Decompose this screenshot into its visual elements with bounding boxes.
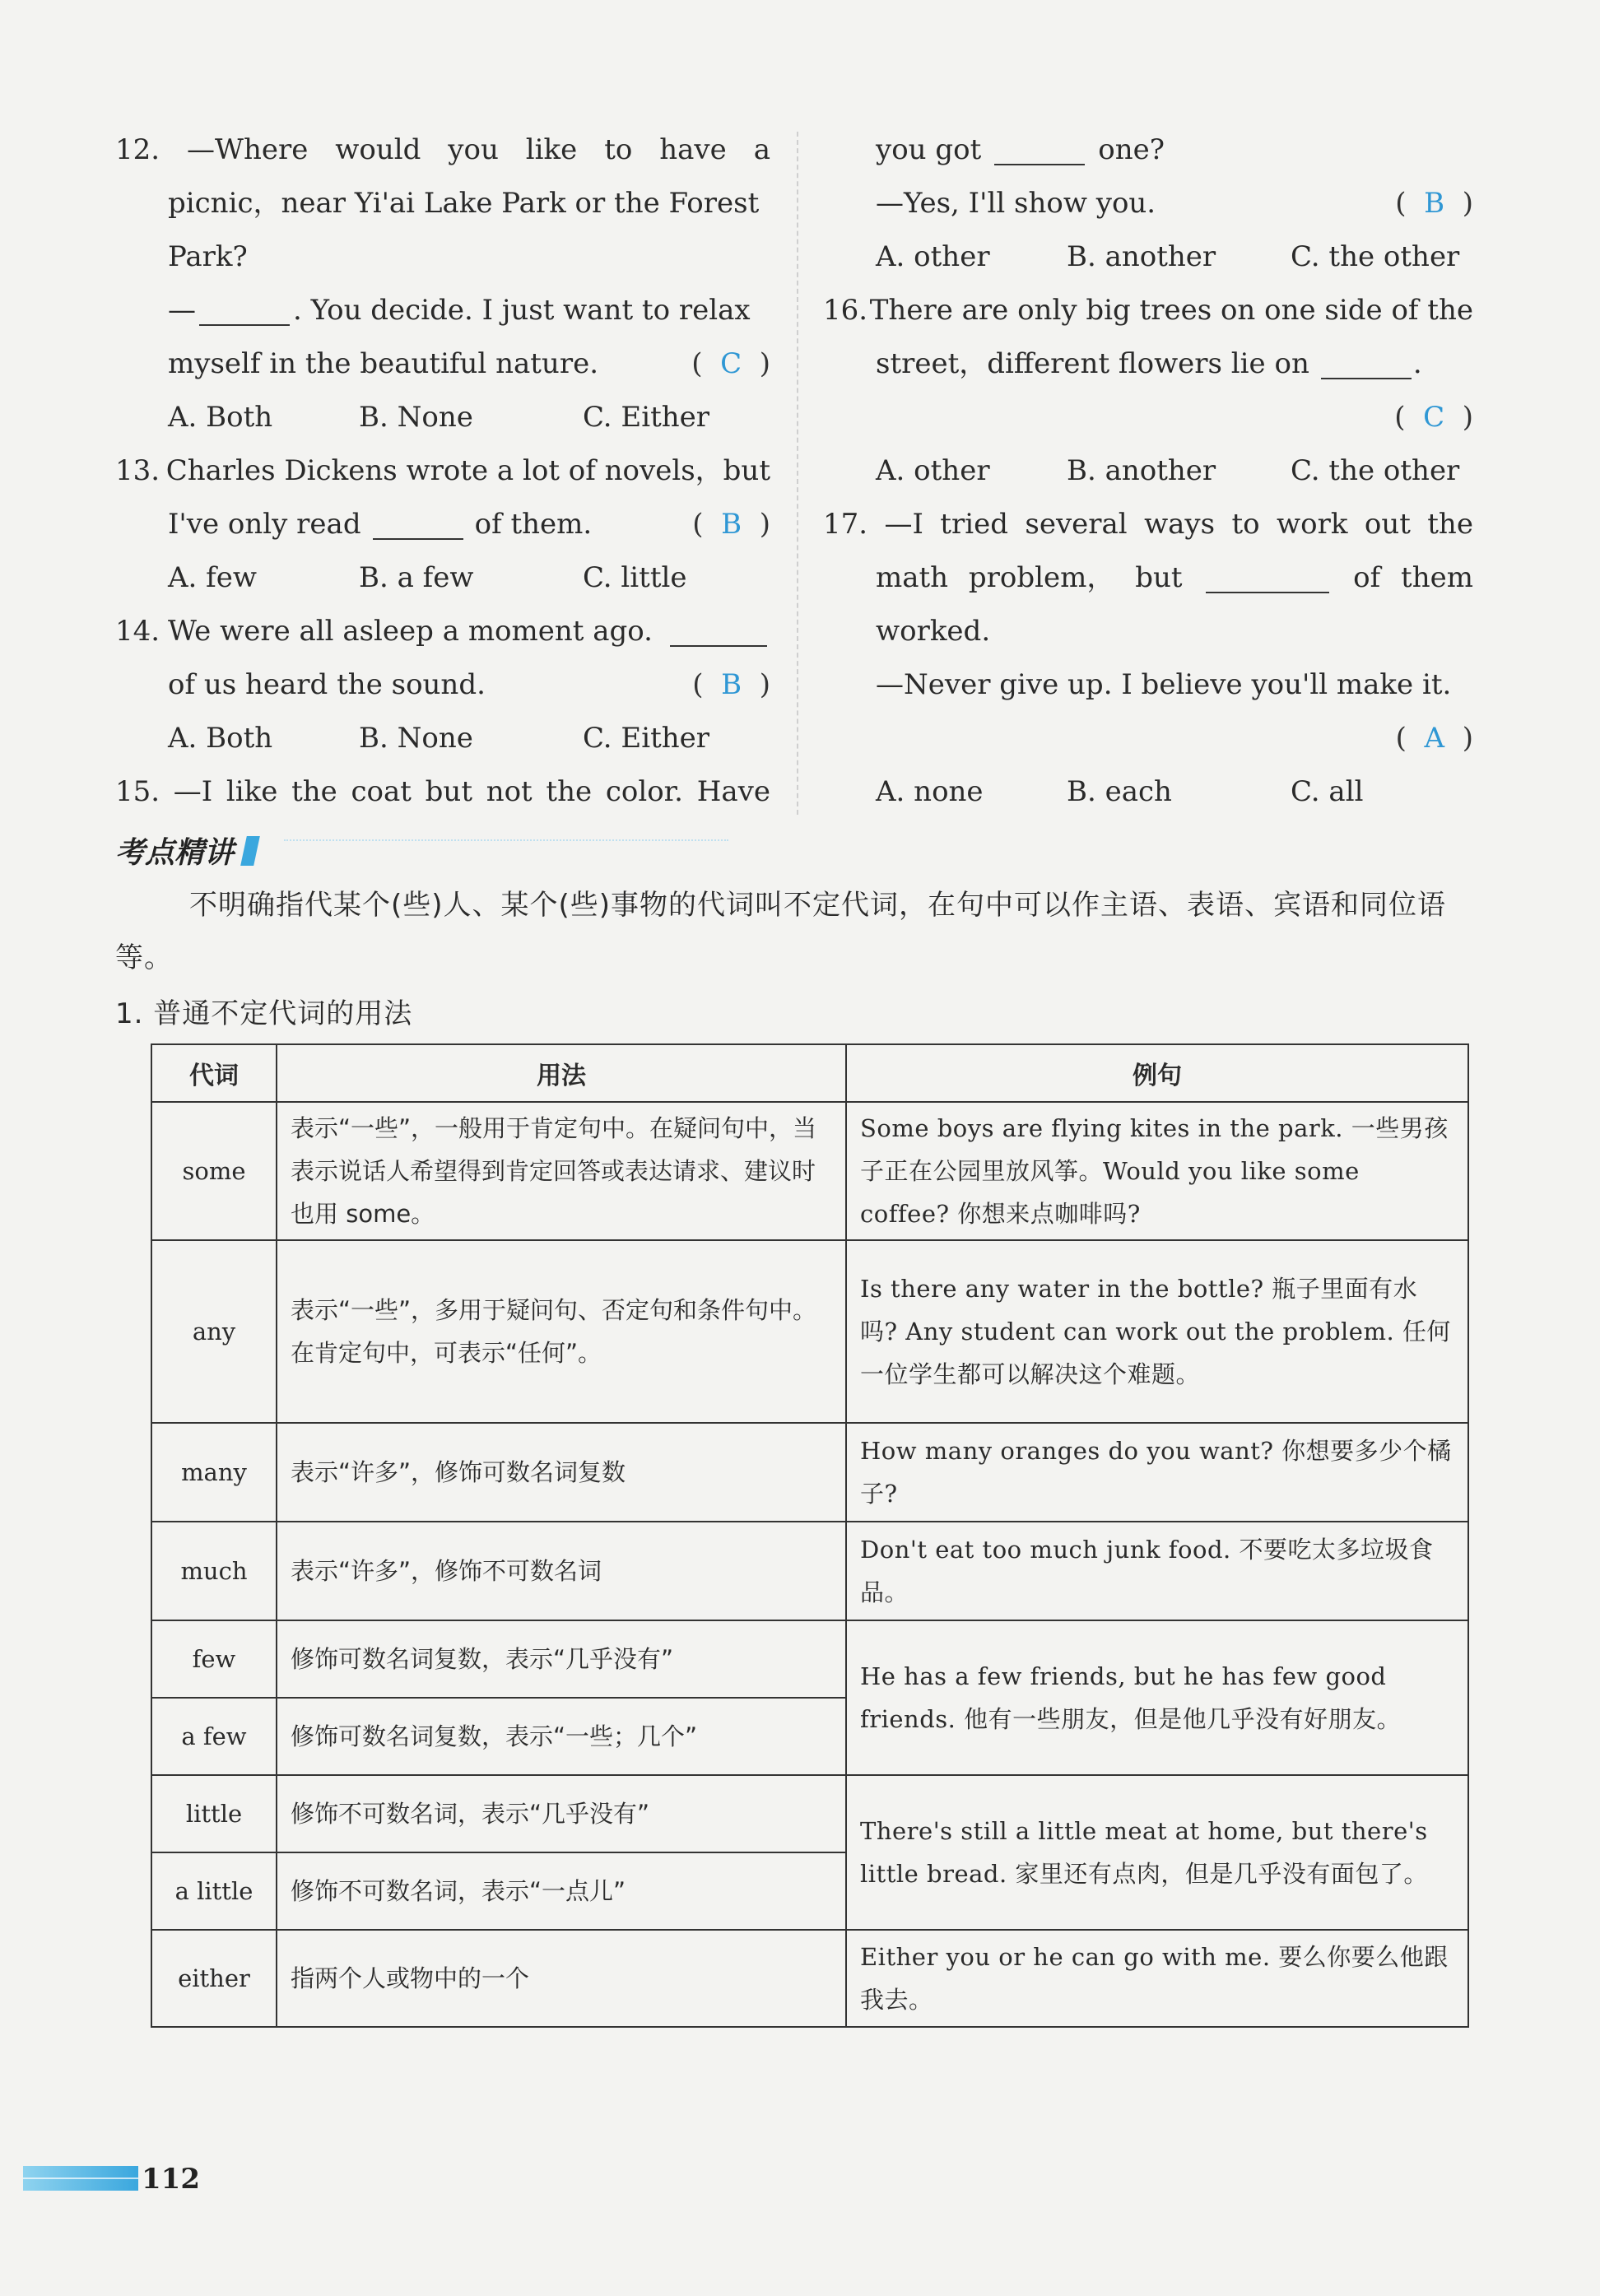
table-row [151, 1620, 1468, 1698]
usage-cell: 修饰不可数名词，表示“几乎没有” [277, 1775, 846, 1852]
option-c: C. the other [1291, 240, 1460, 273]
pronoun-cell: little [151, 1775, 277, 1852]
answer-blank[interactable] [199, 296, 290, 326]
answer-bracket: ( B ) [1395, 187, 1473, 220]
intro-paragraph: 不明确指代某个(些)人、某个(些)事物的代词叫不定代词，在句中可以作主语、表语、宾语和同位语等。 [115, 889, 1447, 974]
usage-cell: 修饰可数名词复数，表示“一些；几个” [277, 1698, 846, 1775]
q17-answer-line [823, 712, 1473, 765]
example-cell: Some boys are flying kites in the park. 一些男孩子正在公园里放风筝。Would you like some coffee? 你想来点咖啡吗? [846, 1102, 1468, 1240]
option-c: C. all [1291, 775, 1364, 808]
pronoun-cell: any [151, 1240, 277, 1423]
page-number: 112 [142, 2163, 200, 2196]
q14-line2: of us heard the sound. ( B ) [115, 658, 770, 712]
question-number: 16. [823, 294, 868, 327]
example-cell: How many oranges do you want? 你想要多少个橘子? [846, 1423, 1468, 1522]
answer-letter: B [721, 508, 742, 541]
q12-line5: myself in the beautiful nature. ( C ) [115, 337, 770, 391]
answer-blank[interactable] [1206, 564, 1329, 593]
answer-blank[interactable] [1321, 350, 1412, 379]
option-a: A. other [876, 454, 990, 487]
q12-line1: 12. —Where would you like to have a [115, 123, 770, 177]
column-header: 例句 [846, 1044, 1468, 1102]
answer-letter: A [1424, 722, 1445, 755]
right-column [823, 123, 1473, 819]
example-cell: Don't eat too much junk food. 不要吃太多垃圾食品。 [846, 1522, 1468, 1620]
usage-cell: 表示“一些”，多用于疑问句、否定句和条件句中。在肯定句中，可表示“任何”。 [277, 1240, 846, 1423]
example-cell: Is there any water in the bottle? 瓶子里面有水吗? Any student can work out the problem. 任何一位学生都可以解决这个难题。 [846, 1240, 1468, 1423]
q17-line2: math problem， but of them [876, 561, 1473, 594]
column-header: 代词 [151, 1044, 277, 1102]
table-row [151, 1522, 1468, 1620]
section-divider [284, 839, 728, 841]
q15-line3: —Yes, I'll show you. ( B ) [823, 177, 1473, 230]
heading-marker-icon [240, 836, 260, 866]
answer-blank[interactable] [994, 136, 1085, 165]
option-a: A. Both [168, 722, 273, 755]
question-number: 12. [115, 133, 160, 166]
q15-options [823, 230, 1473, 284]
q16-answer-line [823, 391, 1473, 444]
q12-line3: Park? [168, 240, 248, 273]
q14-line1: 14. We were all asleep a moment ago. [115, 605, 770, 658]
q14-options [115, 712, 770, 765]
example-cell: There's still a little meat at home, but there's little bread. 家里还有点肉，但是几乎没有面包了。 [846, 1775, 1468, 1930]
q16-line2: street，different flowers lie on . [876, 347, 1422, 380]
question-number: 17. [823, 508, 868, 541]
answer-bracket: ( C ) [1394, 401, 1473, 434]
option-a: A. few [168, 561, 257, 594]
sub-heading: 1. 普通不定代词的用法 [115, 997, 413, 1030]
pronoun-cell: either [151, 1930, 277, 2027]
q16-line1: 16. There are only big trees on one side of the [823, 284, 1473, 337]
q15-line2: you got one? [876, 133, 1165, 166]
usage-cell: 表示“一些”，一般用于肯定句中。在疑问句中，当表示说话人希望得到肯定回答或表达请求、建议时也用 some。 [277, 1102, 846, 1240]
answer-blank[interactable] [670, 617, 767, 647]
q15-line1: 15. —I like the coat but not the color. Have [115, 765, 770, 819]
option-c: C. Either [583, 722, 710, 755]
q17-line3: worked. [876, 615, 991, 648]
q17-line1: 17. —I tried several ways to work out the [823, 498, 1473, 551]
usage-cell: 表示“许多”，修饰不可数名词 [277, 1522, 846, 1620]
usage-cell: 修饰可数名词复数，表示“几乎没有” [277, 1620, 846, 1698]
question-number: 13. [115, 454, 160, 487]
q17-options [823, 765, 1473, 819]
pronoun-cell: a few [151, 1698, 277, 1775]
table-row [151, 1930, 1468, 2027]
left-column [115, 123, 770, 819]
pronoun-cell: some [151, 1102, 277, 1240]
option-a: A. none [876, 775, 984, 808]
option-b: B. None [359, 722, 473, 755]
answer-bracket: ( C ) [691, 347, 770, 380]
example-cell: Either you or he can go with me. 要么你要么他跟我去。 [846, 1930, 1468, 2027]
pronoun-cell: many [151, 1423, 277, 1522]
usage-cell: 表示“许多”，修饰可数名词复数 [277, 1423, 846, 1522]
table-row [151, 1240, 1468, 1423]
answer-letter: B [721, 668, 742, 701]
option-c: C. Either [583, 401, 710, 434]
answer-blank[interactable] [373, 510, 463, 540]
option-c: C. little [583, 561, 687, 594]
answer-letter: C [720, 347, 742, 380]
q13-line1: 13. Charles Dickens wrote a lot of novels，but [115, 444, 770, 498]
option-c: C. the other [1291, 454, 1460, 487]
answer-letter: B [1424, 187, 1445, 220]
usage-cell: 修饰不可数名词，表示“一点儿” [277, 1852, 846, 1930]
q16-options [823, 444, 1473, 498]
option-a: A. Both [168, 401, 273, 434]
q13-options [115, 551, 770, 605]
option-b: B. a few [359, 561, 474, 594]
table-row [151, 1102, 1468, 1240]
answer-bracket: ( B ) [692, 508, 770, 541]
example-cell: He has a few friends, but he has few good friends. 他有一些朋友，但是他几乎没有好朋友。 [846, 1620, 1468, 1775]
column-divider [797, 132, 798, 815]
table-row [151, 1775, 1468, 1852]
option-b: B. another [1067, 454, 1216, 487]
footer-decoration [23, 2166, 138, 2191]
question-number: 15. [115, 775, 160, 808]
answer-letter: C [1423, 401, 1445, 434]
option-b: B. another [1067, 240, 1216, 273]
q12-line2: picnic，near Yi'ai Lake Park or the Forest [168, 187, 760, 220]
option-a: A. other [876, 240, 990, 273]
pronoun-usage-table [151, 1043, 1469, 2028]
pronoun-cell: few [151, 1620, 277, 1698]
column-header: 用法 [277, 1044, 846, 1102]
table-row [151, 1423, 1468, 1522]
q13-line2: I've only read of them. ( B ) [115, 498, 770, 551]
pronoun-cell: much [151, 1522, 277, 1620]
section-heading: 考点精讲 [115, 830, 257, 871]
q12-line4: — . You decide. I just want to relax [168, 294, 751, 327]
q17-line4: —Never give up. I believe you'll make it. [876, 668, 1452, 701]
answer-bracket: ( A ) [1395, 722, 1473, 755]
answer-bracket: ( B ) [692, 668, 770, 701]
table-header-row [151, 1044, 1468, 1102]
usage-cell: 指两个人或物中的一个 [277, 1930, 846, 2027]
pronoun-cell: a little [151, 1852, 277, 1930]
q12-options [115, 391, 770, 444]
question-number: 14. [115, 615, 160, 648]
option-b: B. each [1067, 775, 1172, 808]
option-b: B. None [359, 401, 473, 434]
